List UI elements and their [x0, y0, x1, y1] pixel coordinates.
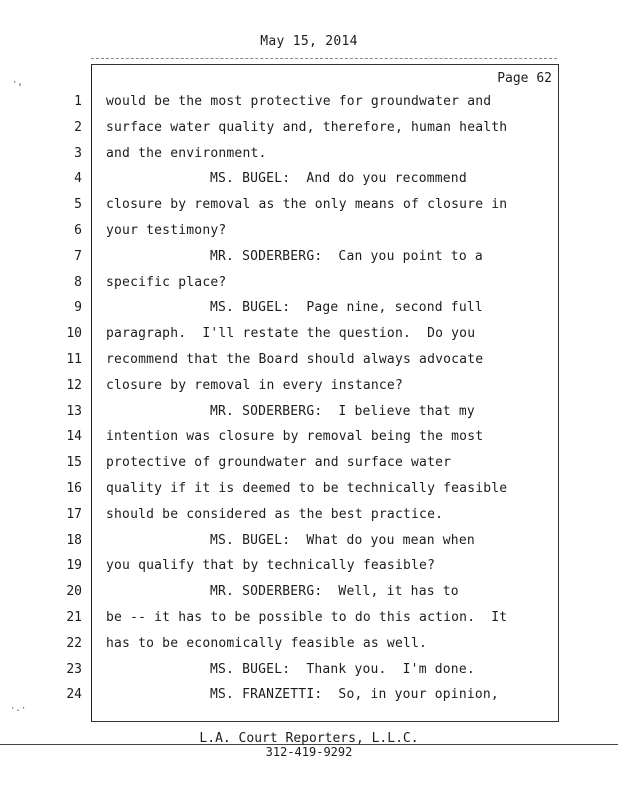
line-number: 9 [74, 300, 82, 316]
transcript-line: recommend that the Board should always advocate [106, 352, 484, 367]
line-number: 18 [66, 532, 82, 548]
line-number: 12 [66, 377, 82, 393]
scan-speck: ·, [12, 78, 23, 88]
transcript-line: closure by removal in every instance? [106, 377, 403, 393]
page-number-label: Page 62 [497, 71, 552, 86]
line-number: 3 [74, 145, 82, 161]
transcript-line: MS. BUGEL: Page nine, second full [210, 300, 483, 316]
line-number: 16 [66, 481, 82, 496]
line-number: 8 [74, 274, 82, 290]
line-number: 24 [66, 687, 82, 703]
transcript-line: MS. FRANZETTI: So, in your opinion, [210, 687, 499, 703]
line-number: 7 [74, 248, 82, 264]
line-number: 22 [66, 635, 82, 651]
line-number: 10 [66, 326, 82, 342]
transcript-line: you qualify that by technically feasible? [106, 558, 436, 574]
line-number: 4 [74, 171, 82, 187]
line-number: 21 [66, 610, 82, 625]
line-number: 11 [66, 352, 82, 367]
transcript-line: closure by removal as the only means of closure in [106, 197, 508, 213]
transcript-line: MS. BUGEL: Thank you. I'm done. [210, 661, 475, 677]
transcript-line: MR. SODERBERG: Well, it has to [210, 584, 459, 600]
line-number: 20 [66, 584, 82, 600]
transcript-line: MS. BUGEL: What do you mean when [210, 532, 475, 548]
line-number: 19 [66, 558, 82, 574]
line-number: 15 [66, 455, 82, 471]
transcript-line: protective of groundwater and surface water [106, 455, 452, 471]
transcript-line: should be considered as the best practice. [106, 506, 444, 522]
footer-phone: 312-419-9292 [265, 745, 353, 759]
transcript-line: specific place? [106, 274, 227, 290]
line-number: 17 [66, 506, 82, 522]
transcript-line: MR. SODERBERG: Can you point to a [210, 248, 483, 264]
transcript-line: would be the most protective for groundwater and [106, 94, 492, 109]
line-number: 23 [66, 661, 82, 677]
line-number: 2 [74, 119, 82, 135]
transcript-line: has to be economically feasible as well. [106, 635, 428, 651]
transcript-line: MS. BUGEL: And do you recommend [210, 171, 467, 187]
header-date: May 15, 2014 [260, 34, 358, 49]
transcript-line: your testimony? [106, 223, 227, 238]
transcript-line: MR. SODERBERG: I believe that my [210, 403, 475, 419]
line-number: 13 [66, 403, 82, 419]
transcript-line: quality if it is deemed to be technically feasible [106, 481, 508, 496]
scan-speck: ·.· [10, 704, 27, 714]
transcript-line: be -- it has to be possible to do this action. It [106, 610, 508, 625]
line-number: 1 [74, 94, 82, 109]
transcript-line: surface water quality and, therefore, human health [106, 119, 508, 135]
line-number: 14 [66, 429, 82, 445]
footer-company: L.A. Court Reporters, L.L.C. [199, 731, 419, 746]
line-number: 6 [74, 223, 82, 238]
page-frame-top-dash [91, 58, 557, 59]
transcript-line: and the environment. [106, 145, 267, 161]
transcript-line: intention was closure by removal being the most [106, 429, 484, 445]
transcript-line: paragraph. I'll restate the question. Do you [106, 326, 476, 342]
line-number: 5 [74, 197, 82, 213]
